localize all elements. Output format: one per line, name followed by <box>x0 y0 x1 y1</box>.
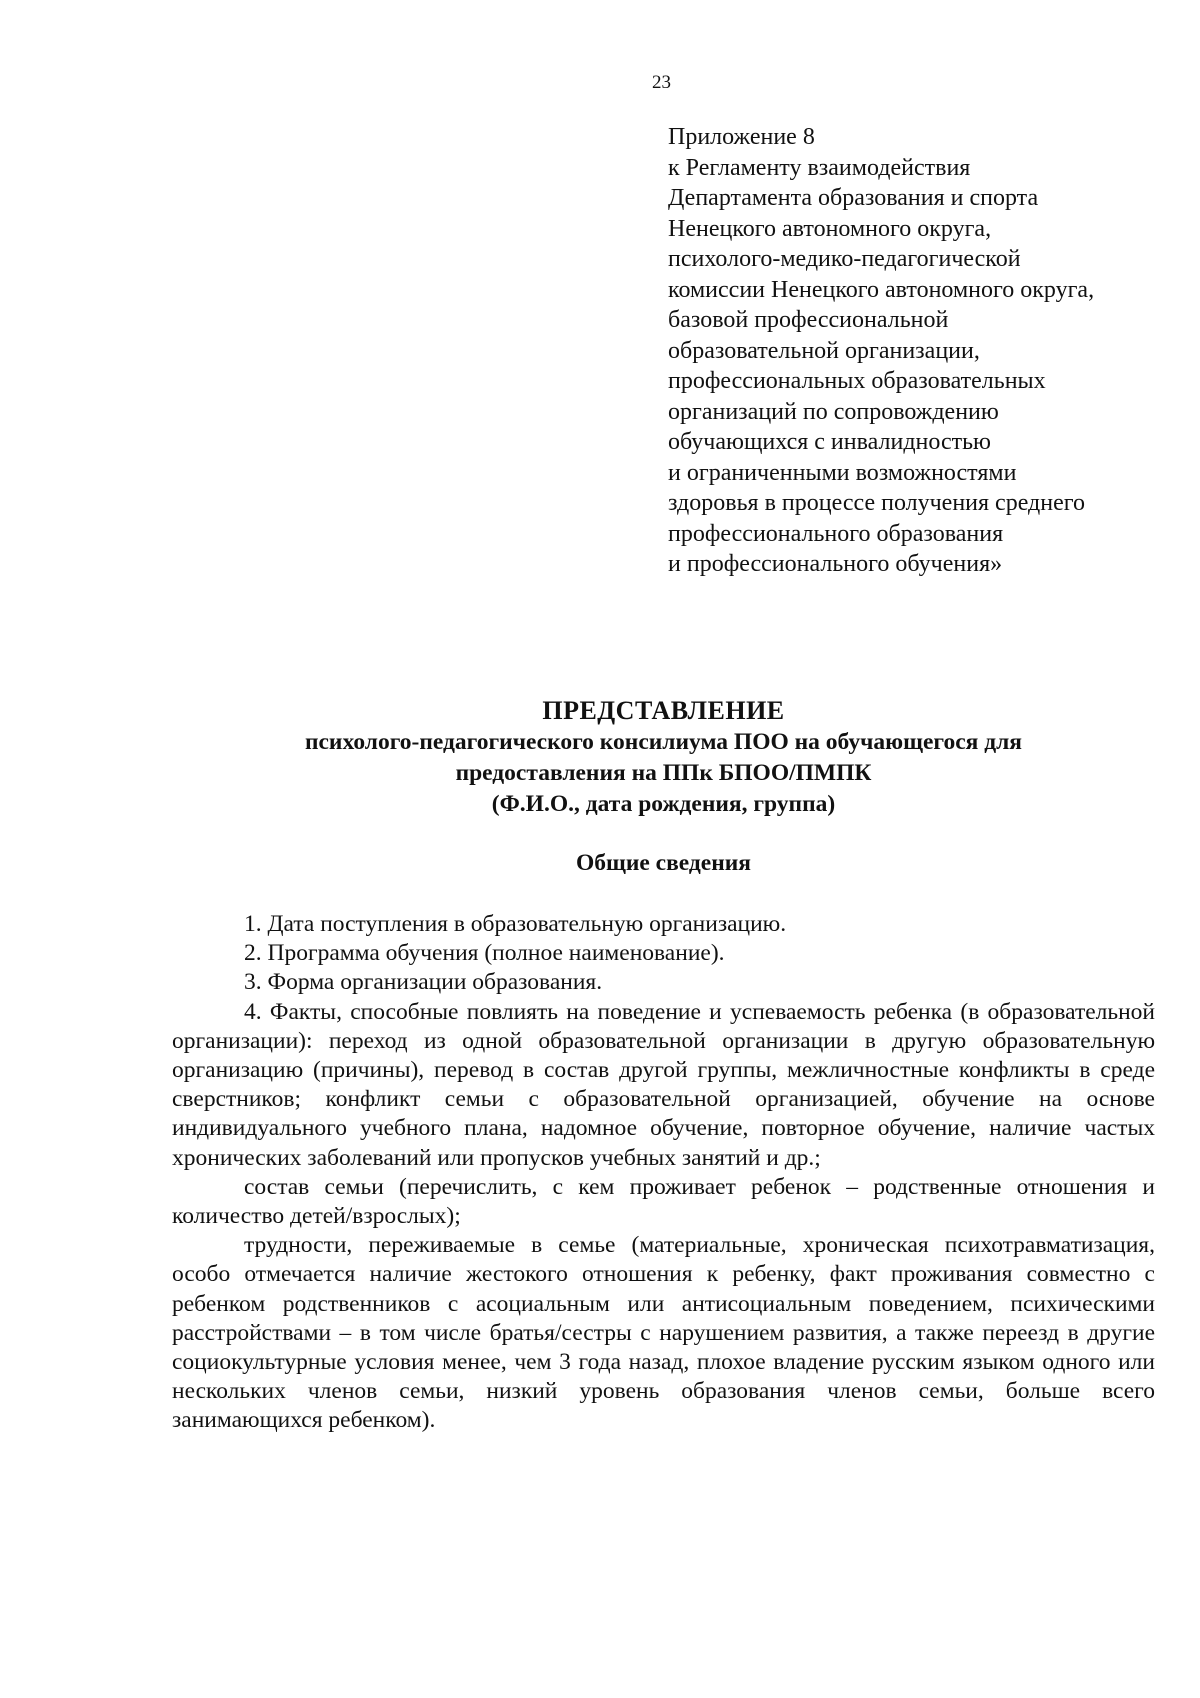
appendix-line: Ненецкого автономного округа, <box>668 215 992 242</box>
title-subtitle-line: (Ф.И.О., дата рождения, группа) <box>491 791 836 817</box>
list-item-study-program: 2. Программа обучения (полное наименование). <box>244 940 725 967</box>
appendix-line: и профессионального обучения» <box>668 551 1003 577</box>
appendix-line: профессиональных образовательных <box>668 368 1046 394</box>
paragraph-family-difficulties: трудности, переживаемые в семье (материальные, хроническая психотравматизация, особо отмечается наличие жестокого отношения к ребенку, факт проживания совместно с ребенком родственников с асоциальным или антисоциальным поведением, психическими расстройствами – в том числе братья/сестры с нарушением развития, а также переезд в другие социокультурные условия менее, чем 3 года назад, плохое владение русским языком одного или нескольких членов семьи, низкий уровень образования членов семьи, больше всего занимающихся ребенком). <box>172 1232 1155 1434</box>
appendix-line: к Регламенту взаимодействия <box>668 154 971 181</box>
appendix-line: Приложение 8 <box>668 124 815 150</box>
list-item-admission-date: 1. Дата поступления в образовательную организацию. <box>244 911 787 937</box>
paragraph-influencing-facts: 4. Факты, способные повлиять на поведение и успеваемость ребенка (в образовательной организации): переход из одной образовательной организации в другую образовательную организацию (причины), перевод в состав другой группы, межличностные конфликты в среде сверстников; конфликт семьи с образовательной организацией, обучение на основе индивидуального учебного плана, надомное обучение, повторное обучение, наличие частых хронических заболеваний или пропусков учебных занятий и др.; <box>172 998 1155 1171</box>
appendix-reference-block <box>668 122 1148 580</box>
document-body <box>172 910 1155 1436</box>
document-title <box>170 695 1157 820</box>
appendix-line: базовой профессиональной <box>668 307 949 333</box>
title-main: ПРЕДСТАВЛЕНИЕ <box>542 696 785 725</box>
section-heading: Общие сведения <box>575 850 752 876</box>
title-subtitle-line: психолого-педагогического консилиума ПОО на обучающегося для <box>304 729 1023 755</box>
list-item-education-form: 3. Форма организации образования. <box>244 969 603 996</box>
appendix-line: здоровья в процессе получения среднего <box>668 490 1085 516</box>
appendix-line: образовательной организации, <box>668 337 980 364</box>
appendix-line: обучающихся с инвалидностью <box>668 429 991 455</box>
appendix-line: комиссии Ненецкого автономного округа, <box>668 276 1095 303</box>
appendix-line: организаций по сопровождению <box>668 398 999 425</box>
appendix-line: профессионального образования <box>668 520 1004 547</box>
appendix-line: Департамента образования и спорта <box>668 185 1039 211</box>
appendix-line: и ограниченными возможностями <box>668 459 1017 486</box>
title-subtitle-line: предоставления на ППк БПОО/ПМПК <box>455 760 872 786</box>
paragraph-family-composition: состав семьи (перечислить, с кем проживает ребенок – родственные отношения и количество детей/взрослых); <box>172 1173 1155 1230</box>
appendix-line: психолого-медико-педагогической <box>668 246 1021 272</box>
page-number: 23 <box>652 72 671 93</box>
